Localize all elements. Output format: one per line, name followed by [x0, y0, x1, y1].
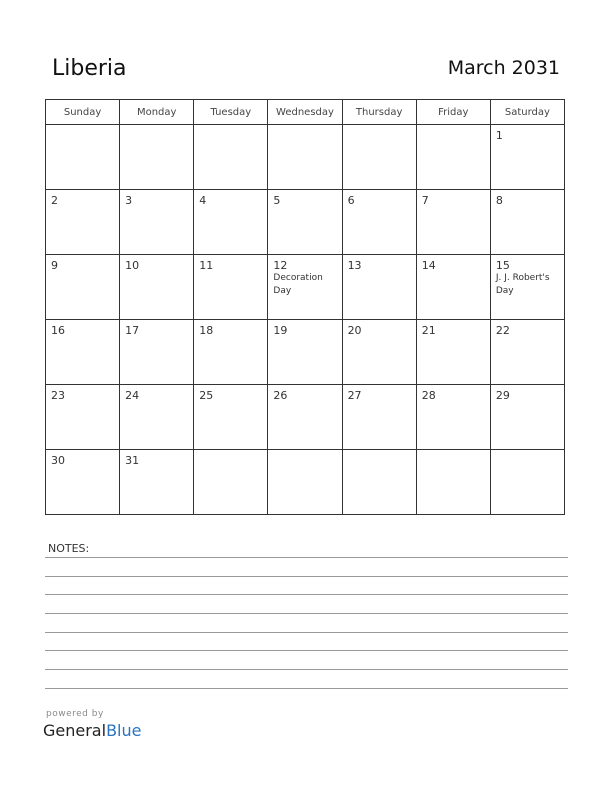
powered-by-text: powered by: [46, 709, 104, 719]
calendar-day-cell: [194, 320, 268, 385]
day-cell-content: [194, 385, 267, 441]
calendar-day-cell: [120, 125, 194, 190]
day-number: 7: [421, 194, 429, 207]
day-cell-content: [491, 255, 564, 311]
calendar-day-cell: [342, 255, 416, 320]
note-line: [45, 632, 568, 633]
day-number: 6: [347, 194, 355, 207]
brand-general-text: General: [43, 721, 107, 740]
day-number: 30: [51, 454, 65, 467]
calendar-week-row: [46, 125, 565, 190]
day-cell-content: [343, 385, 416, 441]
day-number: 14: [421, 259, 436, 272]
day-number: 27: [347, 389, 362, 402]
day-cell-content: [46, 450, 119, 506]
weekday-header-row: [46, 100, 565, 125]
day-cell-content: [417, 450, 490, 506]
day-cell-content: [120, 320, 193, 376]
calendar-week-row: [46, 255, 565, 320]
day-number: 31: [125, 454, 140, 467]
day-number: 9: [51, 259, 58, 272]
day-number: 28: [421, 389, 436, 402]
day-cell-content: [268, 125, 341, 181]
calendar-day-cell: [46, 125, 120, 190]
country-title: Liberia: [52, 56, 127, 81]
calendar-grid: [45, 99, 565, 515]
weekday-sunday: Sunday: [46, 100, 120, 125]
day-number: 4: [199, 194, 207, 207]
calendar-day-cell: [268, 320, 342, 385]
note-line: [45, 594, 568, 595]
weekday-saturday: Saturday: [490, 100, 564, 125]
note-line: [45, 688, 568, 689]
day-cell-content: [46, 385, 119, 441]
day-cell-content: [491, 190, 564, 246]
day-number: 13: [347, 259, 362, 272]
calendar-week-row: [46, 385, 565, 450]
calendar-day-cell: [490, 255, 564, 320]
calendar-day-cell: [268, 190, 342, 255]
holiday-label: J. J. Robert's Day: [495, 273, 550, 296]
day-cell-content: [417, 255, 490, 311]
day-cell-content: [194, 255, 267, 311]
day-cell-content: [343, 125, 416, 181]
day-number: 25: [199, 389, 214, 402]
day-number: 15: [495, 259, 510, 272]
calendar-day-cell: [194, 385, 268, 450]
day-cell-content: [194, 125, 267, 181]
calendar-day-cell: [120, 255, 194, 320]
day-cell-content: [194, 190, 267, 246]
calendar-day-cell: [416, 450, 490, 515]
day-cell-content: [268, 450, 341, 506]
note-line: [45, 557, 568, 558]
calendar-day-cell: [194, 255, 268, 320]
day-cell-content: [268, 190, 341, 246]
weekday-thursday: Thursday: [342, 100, 416, 125]
calendar-day-cell: [490, 125, 564, 190]
day-cell-content: [417, 385, 490, 441]
calendar-day-cell: [268, 255, 342, 320]
day-cell-content: [120, 125, 193, 181]
day-cell-content: [194, 450, 267, 506]
calendar-week-row: [46, 320, 565, 385]
day-cell-content: [120, 255, 193, 311]
calendar-day-cell: [490, 190, 564, 255]
day-cell-content: [120, 385, 193, 441]
calendar-day-cell: [194, 125, 268, 190]
day-cell-content: [46, 320, 119, 376]
day-number: 17: [125, 324, 140, 337]
day-number: 16: [51, 324, 65, 337]
day-cell-content: [120, 190, 193, 246]
day-number: 26: [273, 389, 288, 402]
day-cell-content: [46, 255, 119, 311]
calendar-day-cell: [120, 450, 194, 515]
calendar-week-row: [46, 450, 565, 515]
calendar-day-cell: [342, 190, 416, 255]
calendar-day-cell: [342, 385, 416, 450]
brand-blue-text: Blue: [106, 721, 142, 740]
calendar-day-cell: [490, 450, 564, 515]
day-number: 3: [125, 194, 133, 207]
calendar-day-cell: [46, 385, 120, 450]
calendar-day-cell: [120, 190, 194, 255]
calendar-day-cell: [416, 385, 490, 450]
day-number: 18: [199, 324, 214, 337]
day-cell-content: [491, 385, 564, 441]
weekday-friday: Friday: [416, 100, 490, 125]
note-line: [45, 669, 568, 670]
day-cell-content: [343, 320, 416, 376]
weekday-monday: Monday: [120, 100, 194, 125]
notes-label: NOTES:: [48, 542, 90, 555]
day-number: 10: [125, 259, 140, 272]
calendar-day-cell: [416, 255, 490, 320]
calendar-day-cell: [46, 450, 120, 515]
day-cell-content: [491, 450, 564, 506]
calendar-day-cell: [46, 190, 120, 255]
calendar-day-cell: [416, 320, 490, 385]
weekday-tuesday: Tuesday: [194, 100, 268, 125]
day-cell-content: [417, 320, 490, 376]
calendar-week-row: [46, 190, 565, 255]
calendar-day-cell: [194, 450, 268, 515]
day-number: 24: [125, 389, 140, 402]
calendar-day-cell: [268, 125, 342, 190]
day-cell-content: [343, 450, 416, 506]
day-cell-content: [491, 125, 564, 181]
day-cell-content: [491, 320, 564, 376]
day-number: 23: [51, 389, 65, 402]
day-number: 22: [495, 324, 510, 337]
note-line: [45, 650, 568, 651]
calendar-day-cell: [46, 320, 120, 385]
calendar-day-cell: [342, 320, 416, 385]
day-number: 11: [199, 259, 214, 272]
brand-logo: [43, 721, 141, 740]
day-number: 21: [421, 324, 436, 337]
calendar-day-cell: [416, 190, 490, 255]
calendar-day-cell: [120, 320, 194, 385]
day-cell-content: [194, 320, 267, 376]
calendar-day-cell: [120, 385, 194, 450]
day-cell-content: [417, 190, 490, 246]
day-cell-content: [268, 320, 341, 376]
day-number: 5: [273, 194, 281, 207]
day-number: 8: [495, 194, 503, 207]
day-number: 1: [495, 129, 503, 142]
calendar-day-cell: [416, 125, 490, 190]
note-line: [45, 613, 568, 614]
day-cell-content: [46, 190, 119, 246]
calendar-day-cell: [490, 320, 564, 385]
day-number: 19: [273, 324, 288, 337]
day-number: 20: [347, 324, 362, 337]
day-cell-content: [120, 450, 193, 506]
day-cell-content: [268, 385, 341, 441]
day-cell-content: [268, 255, 341, 311]
day-number: 12: [273, 259, 288, 272]
month-title: March 2031: [447, 57, 560, 79]
holiday-label: Decoration Day: [273, 273, 323, 296]
day-number: 2: [51, 194, 58, 207]
day-cell-content: [343, 255, 416, 311]
day-cell-content: [417, 125, 490, 181]
day-cell-content: [343, 190, 416, 246]
weekday-wednesday: Wednesday: [268, 100, 342, 125]
note-line: [45, 576, 568, 577]
calendar-day-cell: [342, 125, 416, 190]
calendar-day-cell: [268, 385, 342, 450]
calendar-day-cell: [194, 190, 268, 255]
day-cell-content: [46, 125, 119, 181]
calendar-day-cell: [342, 450, 416, 515]
calendar-day-cell: [490, 385, 564, 450]
calendar-day-cell: [46, 255, 120, 320]
calendar-day-cell: [268, 450, 342, 515]
calendar-body: [46, 125, 565, 515]
day-number: 29: [495, 389, 510, 402]
